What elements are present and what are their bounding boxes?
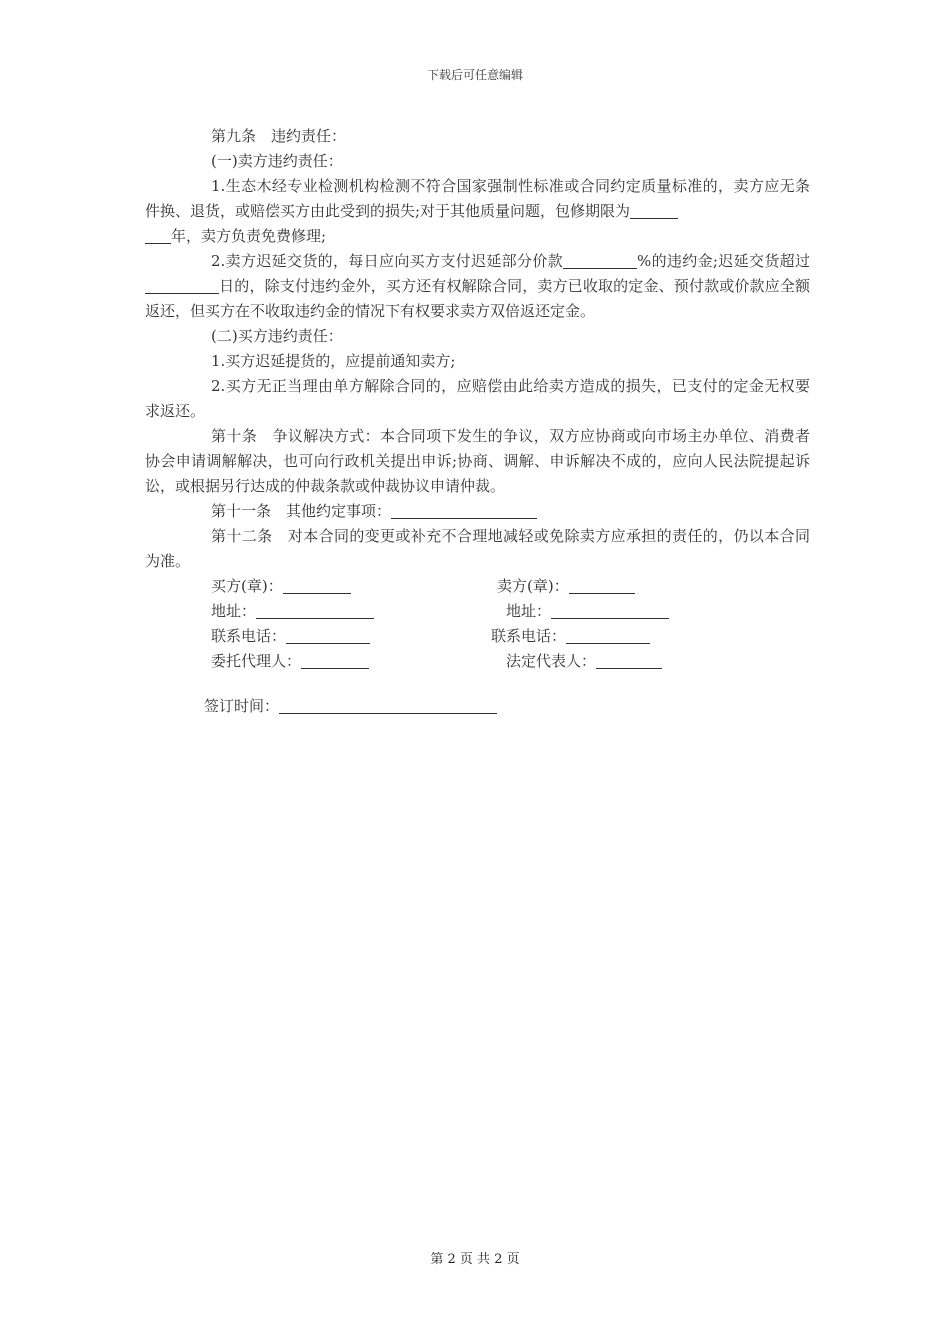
article-10: 第十条 争议解决方式：本合同项下发生的争议，双方应协商或向市场主办单位、消费者协会申请调解解决，也可向行政机关提出申诉;协商、调解、申诉解决不成的，应向人民法院提起诉讼，或根据另行达成的仲裁条款或仲裁协议申请仲裁。 (145, 427, 810, 495)
article-11: 第十一条 其他约定事项： (145, 499, 810, 524)
signature-row-1 (145, 574, 810, 599)
buyer-address-label: 地址： (211, 602, 257, 620)
page-header: 下载后可任意编辑 (426, 68, 523, 82)
seller-address-label: 地址： (506, 602, 552, 620)
seller-seal-blank[interactable] (569, 577, 635, 594)
warranty-years-blank[interactable] (630, 202, 678, 219)
buyer-liability-heading: (二)买方违约责任： (211, 327, 343, 345)
buyer-clause-1: 1.买方迟延提货的，应提前通知卖方; (211, 352, 456, 370)
signature-row-4 (145, 649, 810, 674)
seller-address-blank[interactable] (551, 602, 669, 619)
article-9-title: 第九条 违约责任： (211, 127, 347, 145)
signing-date-line (145, 694, 810, 719)
buyer-phone-blank[interactable] (286, 627, 370, 644)
page-footer: 第 2 页 共 2 页 (430, 1252, 520, 1267)
seller-clause-1: 1.生态木经专业检测机构检测不符合国家强制性标准或合同约定质量标准的，卖方应无条件换、退货，或赔偿买方由此受到的损失;对于其他质量问题，包修期限为 年，卖方负责免费修理; (145, 177, 810, 245)
delay-days-blank[interactable] (145, 277, 219, 294)
penalty-rate-blank[interactable] (563, 252, 637, 269)
legal-rep-label: 法定代表人： (506, 652, 597, 670)
buyer-seal-label: 买方(章)： (211, 577, 283, 595)
article-12: 第十二条 对本合同的变更或补充不合理地减轻或免除卖方应承担的责任的，仍以本合同为准。 (145, 527, 810, 570)
agent-blank[interactable] (301, 652, 369, 669)
signature-row-3 (145, 624, 810, 649)
contract-body (145, 124, 810, 719)
buyer-seal-blank[interactable] (283, 577, 351, 594)
seller-seal-label: 卖方(章)： (497, 577, 569, 595)
legal-rep-blank[interactable] (596, 652, 662, 669)
buyer-clause-2: 2.买方无正当理由单方解除合同的，应赔偿由此给卖方造成的损失，已支付的定金无权要求返还。 (145, 377, 810, 420)
agent-label: 委托代理人： (211, 652, 302, 670)
buyer-address-blank[interactable] (256, 602, 374, 619)
buyer-phone-label: 联系电话： (211, 627, 287, 645)
seller-liability-heading: (一)卖方违约责任： (211, 152, 343, 170)
seller-clause-2: 2.卖方迟延交货的，每日应向买方支付迟延部分价款 %的违约金;迟延交货超过日的，除支付违约金外，买方还有权解除合同，卖方已收取的定金、预付款或价款应全额返还，但买方在不收取违约金的情况下有权要求卖方双倍返还定金。 (145, 252, 810, 320)
seller-phone-blank[interactable] (566, 627, 650, 644)
warranty-years-blank-cont[interactable] (145, 227, 171, 244)
signature-row-2 (145, 599, 810, 624)
signing-date-label: 签订时间： (204, 697, 280, 715)
signing-date-blank[interactable] (279, 697, 497, 714)
other-terms-blank[interactable] (391, 502, 537, 519)
seller-phone-label: 联系电话： (491, 627, 567, 645)
